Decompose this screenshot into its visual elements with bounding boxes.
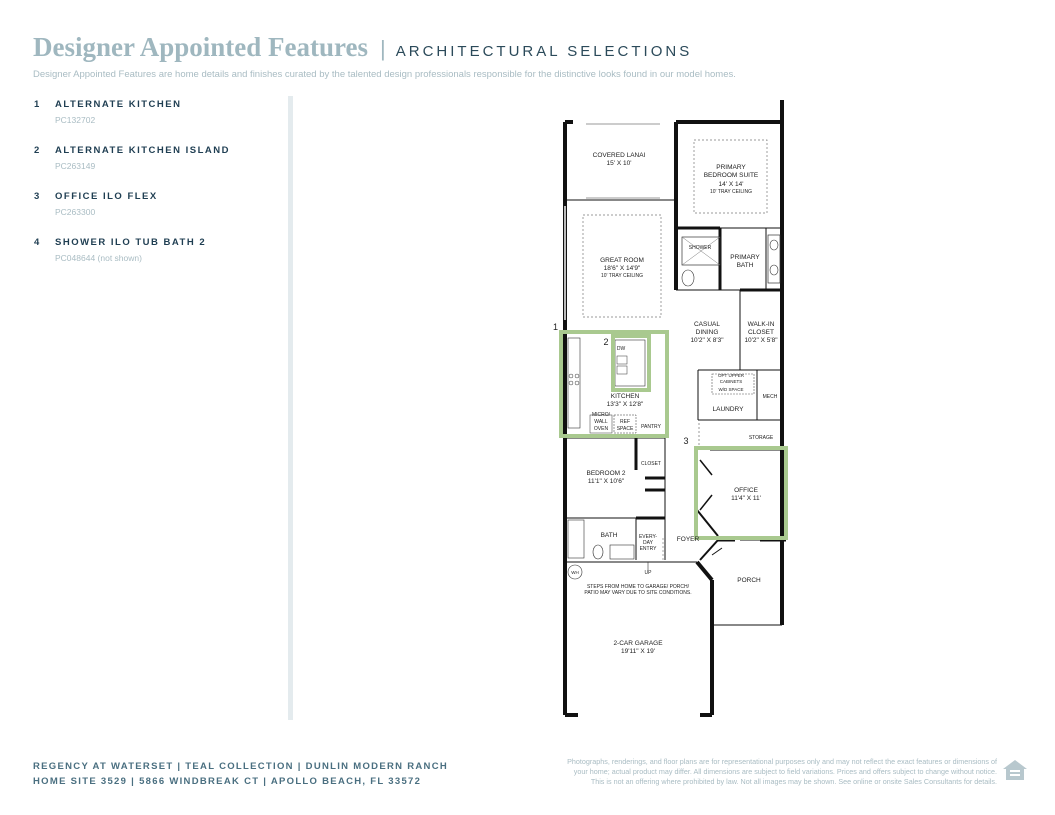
- room-label: DAY: [643, 540, 653, 546]
- disclaimer-line: This is not an offering where prohibited by law. Not all images may be shown. See online or onsite Sales Consultants for details.: [590, 777, 997, 786]
- room-label: STORAGE: [748, 435, 774, 441]
- room-size: 11'1" X 10'6": [587, 478, 625, 485]
- callout-2-highlight: [613, 336, 649, 390]
- feature-name: ALTERNATE KITCHEN: [55, 99, 182, 110]
- thick-interior-walls: [636, 228, 782, 518]
- floor-plan: [550, 95, 800, 725]
- room-size: 13'3" X 12'8": [606, 401, 644, 408]
- room-label: LAUNDRY: [712, 406, 744, 413]
- cooktop-icon: [575, 374, 579, 378]
- room-label: CLOSET: [747, 329, 775, 336]
- section-title: ARCHITECTURAL SELECTIONS: [395, 43, 693, 60]
- room-label: FOYER: [676, 536, 700, 543]
- room-label: ENTRY: [639, 546, 657, 552]
- callout-1-number: 1: [553, 322, 559, 332]
- room-label: MICRO/: [591, 412, 611, 418]
- room-label: WALL: [594, 419, 608, 425]
- feature-number: 2: [34, 145, 41, 156]
- kitchen-counter: [568, 338, 580, 428]
- feature-number: 1: [34, 99, 41, 110]
- room-label: PRIMARY: [730, 254, 760, 261]
- title-row: [33, 32, 736, 63]
- callout-2-number: 2: [603, 337, 609, 347]
- room-label: SHOWER: [688, 245, 712, 251]
- feature-item: [34, 145, 284, 171]
- feature-code: PC263149: [55, 161, 96, 171]
- room-size: 10'2" X 5'8": [744, 337, 778, 344]
- cooktop-icon: [575, 381, 579, 385]
- disclaimer: [517, 757, 997, 787]
- sink-icon: [770, 265, 778, 275]
- room-size: 11'4" X 11': [731, 495, 761, 502]
- room-size: 10'2" X 8'3": [690, 337, 724, 344]
- room-size: 15' X 10': [606, 160, 632, 167]
- room-label: OPT UPPER: [718, 373, 744, 378]
- vertical-divider: [288, 96, 293, 720]
- feature-list: [34, 99, 284, 283]
- title-separator: |: [380, 36, 386, 61]
- cooktop-icon: [569, 381, 573, 385]
- office-angled-wall: [697, 510, 718, 536]
- feature-item: [34, 191, 284, 217]
- room-label: BATH: [600, 532, 618, 539]
- feature-code: PC048644 (not shown): [55, 253, 142, 263]
- room-label: EVERY-: [638, 534, 658, 540]
- room-label: CABINETS: [719, 379, 743, 384]
- room-label: CLOSET: [640, 461, 662, 467]
- feature-code: PC132702: [55, 115, 96, 125]
- feature-item: [34, 237, 284, 263]
- sink-icon: [770, 240, 778, 250]
- feature-name: ALTERNATE KITCHEN ISLAND: [55, 145, 230, 156]
- office-door-lower: [700, 495, 712, 510]
- room-label: WALK-IN: [747, 321, 775, 328]
- bath-vanity: [610, 545, 634, 559]
- room-label: CASUAL: [693, 321, 721, 328]
- room-ceiling: 10' TRAY CEILING: [709, 189, 753, 195]
- room-label: PORCH: [737, 577, 761, 584]
- page-header: [33, 32, 736, 80]
- equal-housing-opportunity-icon: [1002, 758, 1028, 784]
- community-line: REGENCY AT WATERSET | TEAL COLLECTION | DUNLIN MODERN RANCH: [33, 761, 449, 772]
- office-door-upper: [700, 460, 712, 475]
- room-label: MECH: [762, 394, 778, 400]
- disclaimer-line: your home; actual product may differ. All dimensions are subject to field variations. Prices and offers subject to change without notice.: [573, 767, 997, 776]
- community-info: [33, 759, 448, 789]
- room-label: PRIMARY: [716, 164, 746, 171]
- room-label: BATH: [736, 262, 754, 269]
- disclaimer-line: Photographs, renderings, and floor plans are for representational purposes only and may not reflect the exact features or dimensions of: [567, 757, 997, 766]
- room-label: REF: [620, 419, 630, 425]
- page-subtitle: Designer Appointed Features are home details and finishes curated by the talented design professionals responsible for the distinctive looks found in our model homes.: [33, 69, 736, 80]
- site-note: PATIO MAY VARY DUE TO SITE CONDITIONS.: [584, 590, 692, 596]
- room-size: 14' X 14': [718, 181, 744, 188]
- toilet-icon: [593, 545, 603, 559]
- feature-item: [34, 99, 284, 125]
- foyer-angle: [700, 540, 718, 560]
- room-label: OFFICE: [734, 487, 758, 494]
- site-note: STEPS FROM HOME TO GARAGE/ PORCH/: [586, 584, 690, 590]
- room-label: DINING: [695, 329, 719, 336]
- room-label: GREAT ROOM: [600, 257, 644, 264]
- room-size: 18'6" X 14'9": [603, 265, 641, 272]
- room-label: OVEN: [593, 426, 609, 432]
- feature-name: OFFICE ILO FLEX: [55, 191, 158, 202]
- vanity: [768, 235, 780, 283]
- room-size: 19'11" X 19': [621, 648, 655, 655]
- page-title: Designer Appointed Features: [33, 32, 369, 62]
- entry-arrow-icon: [712, 548, 722, 555]
- bathtub: [568, 520, 584, 558]
- feature-number: 3: [34, 191, 41, 202]
- room-label: COVERED LANAI: [592, 152, 646, 159]
- room-label: PANTRY: [641, 424, 661, 430]
- room-label: WH: [571, 570, 579, 575]
- island-sink: [617, 356, 627, 364]
- cooktop-icon: [569, 374, 573, 378]
- room-label: BEDROOM 2: [586, 470, 626, 477]
- room-ceiling: 10' TRAY CEILING: [600, 273, 644, 279]
- room-label: 2-CAR GARAGE: [613, 640, 663, 647]
- room-label: W/D SPACE: [718, 387, 744, 392]
- callout-3-number: 3: [683, 436, 689, 446]
- toilet-icon: [682, 270, 694, 286]
- address-line: HOME SITE 3529 | 5866 WINDBREAK CT | APOLLO BEACH, FL 33572: [33, 776, 422, 787]
- room-label: BEDROOM SUITE: [703, 172, 759, 179]
- room-label: DW: [616, 346, 626, 352]
- room-label: SPACE: [616, 426, 634, 432]
- feature-name: SHOWER ILO TUB BATH 2: [55, 237, 207, 248]
- island-sink: [617, 366, 627, 374]
- room-label: UP: [644, 570, 652, 576]
- feature-number: 4: [34, 237, 41, 248]
- feature-code: PC263300: [55, 207, 96, 217]
- room-label: KITCHEN: [610, 393, 640, 400]
